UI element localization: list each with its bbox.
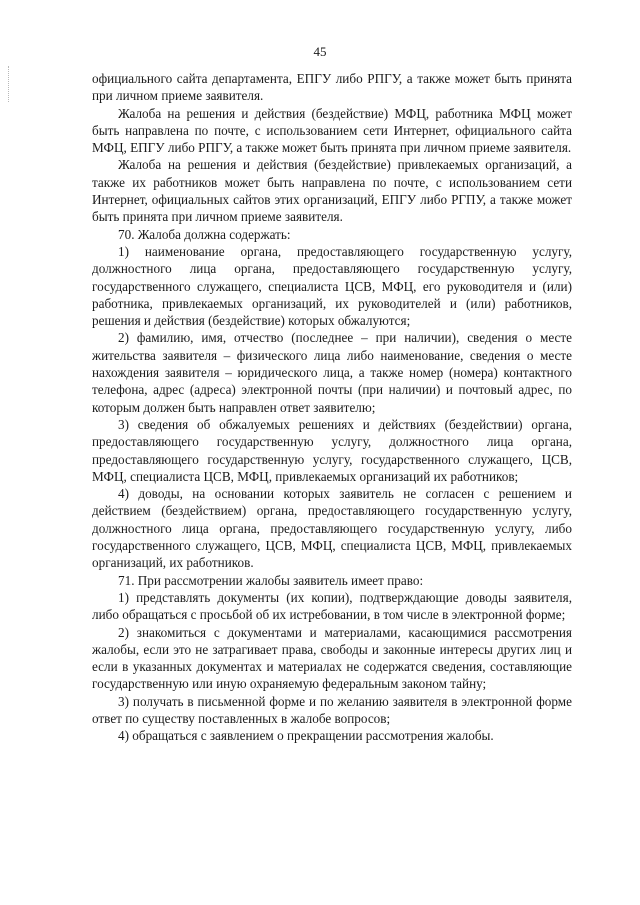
clause-71-heading: 71. При рассмотрении жалобы заявитель имеет право: [118, 572, 424, 588]
clause-71-item-4: 4) обращаться с заявлением о прекращении рассмотрения жалобы. [118, 728, 494, 744]
clause-70-item-4: 4) доводы, на основании которых заявитель не согласен с решением и действием (бездействием) органа, предоставляющего государственную услугу, должностного лица органа, предоставляющего государственную услугу, либо государственного служащего, ЦСВ, МФЦ, специалиста ЦСВ, МФЦ, привлекаемых организаций, их работников. [92, 486, 572, 571]
clause-71-item-3: 3) получать в письменной форме и по желанию заявителя в электронной форме ответ по существу поставленных в жалобе вопросов; [92, 693, 572, 726]
clause-70-heading: 70. Жалоба должна содержать: [118, 226, 291, 242]
margin-scan-mark [8, 66, 10, 102]
paragraph-organizations-complaint: Жалоба на решения и действия (бездействие) привлекаемых организаций, а также их работников может быть направлена по почте, с использованием сети Интернет, официальных сайтов этих организаций, ЕПГУ либо РГПУ, а также может быть принята при личном приеме заявителя. [92, 157, 572, 225]
clause-71-item-1: 1) представлять документы (их копии), подтверждающие доводы заявителя, либо обращаться с просьбой об их истребовании, в том числе в электронной форме; [92, 589, 572, 623]
clause-70-item-2: 2) фамилию, имя, отчество (последнее – при наличии), сведения о месте жительства заявителя – физического лица либо наименование, сведения о месте нахождения заявителя – юридического лица, а также номер (номера) контактного телефона, адрес (адреса) электронной почты (при наличии) и почтовый адрес, по которым должен быть направлен ответ заявителю; [92, 330, 572, 415]
document-body [92, 70, 572, 745]
clause-70-item-3: 3) сведения об обжалуемых решениях и действиях (бездействии) органа, предоставляющего государственную услугу, должностного лица органа, предоставляющего государственную услугу, государственного служащего, ЦСВ, МФЦ, специалиста ЦСВ, МФЦ, привлекаемых организаций их работников; [92, 416, 572, 484]
page-number: 45 [313, 44, 327, 59]
paragraph-continuation: официального сайта департамента, ЕПГУ либо РПГУ, а также может быть принята при личном приеме заявителя. [92, 71, 572, 104]
clause-71-item-2: 2) знакомиться с документами и материалами, касающимися рассмотрения жалобы, если это не затрагивает права, свободы и законные интересы других лиц и если в указанных документах и материалах не содержатся сведения, составляющие государственную или иную охраняемую федеральным законом тайну; [92, 624, 572, 692]
clause-70-item-1: 1) наименование органа, предоставляющего государственную услугу, должностного лица органа, предоставляющего государственную услугу, государственного служащего, специалиста ЦСВ, МФЦ, его руководителя и (или) работника, привлекаемых организаций, их руководителей и (или) работников, решения и действия (бездействие) которых обжалуются; [92, 243, 572, 329]
paragraph-mfc-complaint: Жалоба на решения и действия (бездействие) МФЦ, работника МФЦ может быть направлена по почте, с использованием сети Интернет, официального сайта МФЦ, ЕПГУ либо РПГУ, а также может быть принята при личном приеме заявителя. [92, 105, 572, 156]
